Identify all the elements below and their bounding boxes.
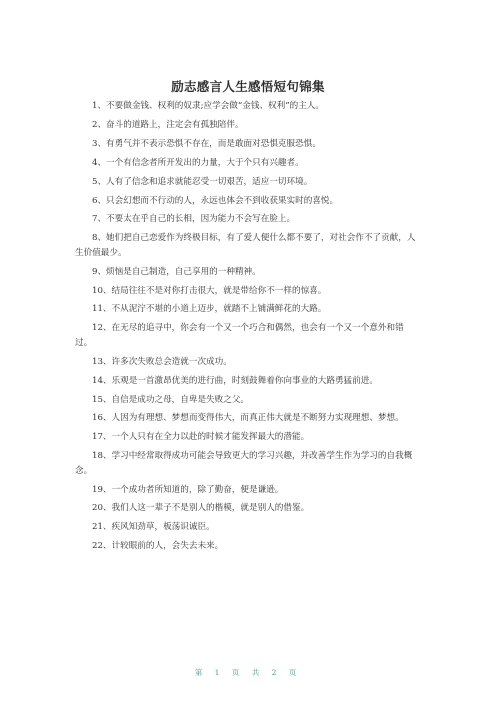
list-item: 17、一个人只有在全力以赴的时候才能发挥最大的潜能。 [92,432,310,443]
list-item: 21、疾风知劲草，板荡识诚臣。 [92,522,215,533]
list-item: 1、不要做金钱、权利的奴隶;应学会做“金钱、权利”的主人。 [92,101,324,111]
list-item: 11、不从泥泞不堪的小道上迈步，就踏不上铺满鲜花的大路。 [92,304,327,315]
list-item: 10、结局往往不是对你打击很大，就是带给你不一样的惊喜。 [92,285,327,296]
list-item: 3、有勇气并不表示恐惧不存在，而是敢面对恐惧克服恐惧。 [92,138,321,149]
list-item: 9、烦恼是自己制造，自己享用的一种精神。 [92,266,261,277]
list-item: 4、一个有信念者所开发出的力量，大于个只有兴趣者。 [92,157,304,168]
list-item: 15、自信是成功之母，自卑是失败之父。 [92,394,250,405]
list-item: 12、在无尽的追寻中，你会有一个又一个巧合和偶然，也会有一个又一个意外和错过。 [75,323,404,348]
document-title: 励志感言人生感悟短句锦集 [171,79,325,94]
list-item: 2、奋斗的道路上，注定会有孤独陪伴。 [92,119,244,130]
list-item: 22、计较眼前的人，会失去未来。 [92,541,224,552]
list-item: 13、许多次失败总会造就一次成功。 [92,356,232,367]
list-item: 19、一个成功者所知道的，除了勤奋，便是谦逊。 [92,484,284,495]
list-item: 5、人有了信念和追求就能忍受一切艰苦，适应一切环境。 [92,176,313,187]
list-item: 7、不要太在乎自己的长相，因为能力不会写在脸上。 [92,214,296,225]
list-item: 16、人因为有理想、梦想而变得伟大，而真正伟大就是不断努力实现理想、梦想。 [92,413,404,424]
quote-list [75,99,420,558]
list-item: 18、学习中经常取得成功可能会导致更大的学习兴趣，并改善学生作为学习的自我概念。 [75,451,413,476]
list-item: 8、她们把自己恋爱作为终极目标，有了爱人便什么都不要了，对社会作不了贡献，人生价值最少。 [75,233,416,258]
page-number: 第 1 页 共 2 页 [194,668,302,677]
list-item: 20、我们人这一辈子不是别人的楷模，就是别人的借鉴。 [92,503,310,514]
list-item: 14、乐观是一首激昂优美的进行曲，时刻鼓舞着你向事业的大路勇猛前进。 [92,375,378,386]
list-item: 6、只会幻想而不行动的人，永远也体会不到收获果实时的喜悦。 [92,195,339,206]
